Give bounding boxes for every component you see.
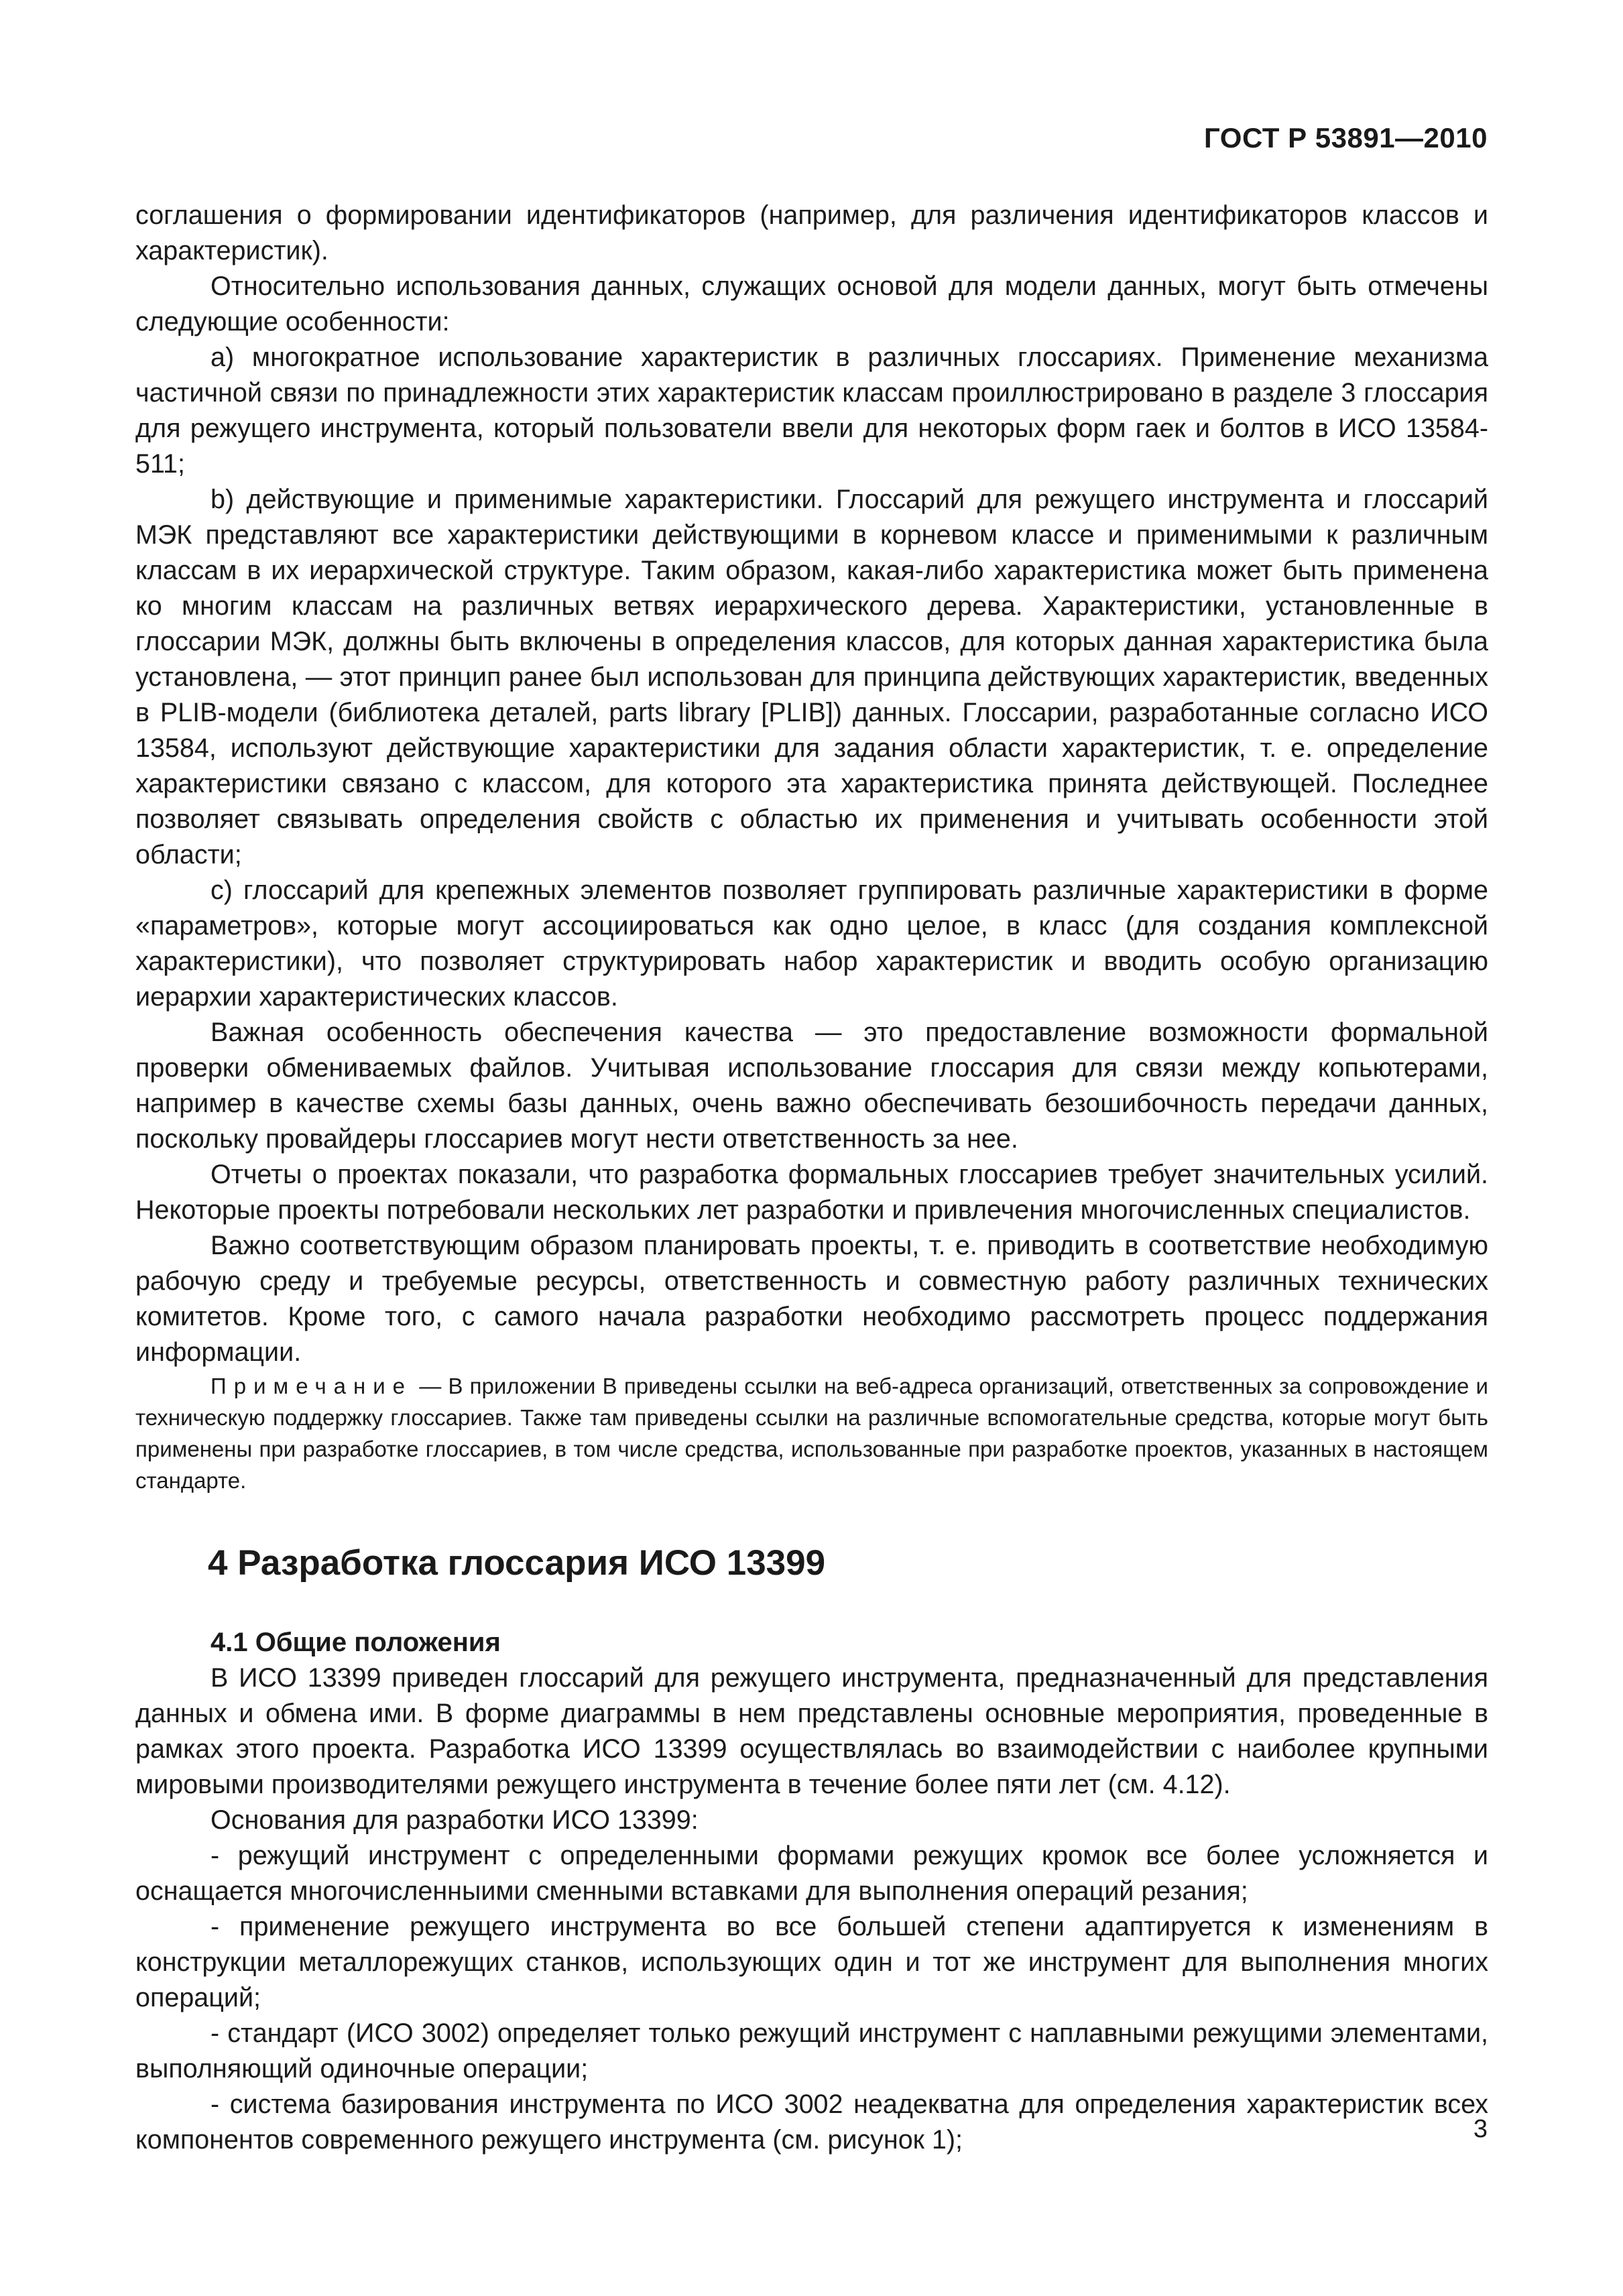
paragraph: Важно соответствующим образом планировать проекты, т. е. приводить в соответствие необходимую рабочую среду и требуемые ресурсы, ответственность и совместную работу различных технических комитетов. Кроме того, с самого начала разработки необходимо рассмотреть процесс поддержания информации. bbox=[135, 1231, 1488, 1367]
paragraph: Относительно использования данных, служащих основой для модели данных, могут быть отмечены следующие особенности: bbox=[135, 271, 1488, 337]
note-text: — В приложении В приведены ссылки на веб-адреса организаций, ответственных за сопровождение и техническую поддержку глоссариев. Также там приведены ссылки на различные вспомогательные средства, которые могут быть применены при разработке глоссариев, в том числе средства, использованные при разработке проектов, указанных в настоящем стандарте. bbox=[135, 1374, 1488, 1493]
paragraph: соглашения о формировании идентификаторов (например, для различения идентификаторов классов и характеристик). bbox=[135, 200, 1488, 265]
list-item: - режущий инструмент с определенными формами режущих кромок все более усложняется и оснащается многочисленныими сменными вставками для выполнения операций резания; bbox=[135, 1841, 1488, 1906]
paragraph: Важная особенность обеспечения качества — это предоставление возможности формальной проверки обмениваемых файлов. Учитывая использование глоссария для связи между копьютерами, например в качестве схемы базы данных, очень важно обеспечивать безошибочность передачи данных, поскольку провайдеры глоссариев могут нести ответственность за нее. bbox=[135, 1018, 1488, 1154]
subsection-heading: 4.1 Общие положения bbox=[211, 1628, 501, 1657]
note bbox=[135, 1370, 1488, 1496]
note-label: Примечание bbox=[211, 1374, 413, 1398]
list-item-c: c) глоссарий для крепежных элементов позволяет группировать различные характеристики в форме «параметров», которые могут ассоциироваться как одно целое, в класс (для создания комплексной характеристики), что позволяет структурировать набор характеристик и вводить особую организацию иерархии характеристических классов. bbox=[135, 875, 1488, 1012]
page-body bbox=[135, 198, 1488, 2158]
paragraph: Основания для разработки ИСО 13399: bbox=[211, 1805, 699, 1835]
page-number: 3 bbox=[1473, 2115, 1488, 2143]
paragraph: В ИСО 13399 приведен глоссарий для режущего инструмента, предназначенный для представления данных и обмена ими. В форме диаграммы в нем представлены основные мероприятия, проведенные в рамках этого проекта. Разработка ИСО 13399 осуществлялась во взаимодействии с наиболее крупными мировыми производителями режущего инструмента в течение более пяти лет (см. 4.12). bbox=[135, 1663, 1488, 1799]
section-heading: 4 Разработка глоссария ИСО 13399 bbox=[208, 1543, 826, 1583]
list-item: - система базирования инструмента по ИСО 3002 неадекватна для определения характеристик всех компонентов современного режущего инструмента (см. рисунок 1); bbox=[135, 2090, 1488, 2155]
list-item: - применение режущего инструмента во все большей степени адаптируется к изменениям в конструкции металлорежущих станков, использующих один и тот же инструмент для выполнения многих операций; bbox=[135, 1912, 1488, 2012]
document-code-header: ГОСТ Р 53891—2010 bbox=[1204, 122, 1488, 154]
list-item-b: b) действующие и применимые характеристики. Глоссарий для режущего инструмента и глоссарий МЭК представляют все характеристики действующими в корневом классе и применимыми к различным классам в их иерархической структуре. Таким образом, какая-либо характеристика может быть применена ко многим классам на различных ветвях иерархического дерева. Характеристики, установленные в глоссарии МЭК, должны быть включены в определения классов, для которых данная характеристика была установлена, — этот принцип ранее был использован для принципа действующих характеристик, введенных в PLIB-модели (библиотека деталей, parts library [PLIB]) данных. Глоссарии, разработанные согласно ИСО 13584, используют действующие характеристики для задания области характеристик, т. е. определение характеристики связано с классом, для которого эта характеристика принята действующей. Последнее позволяет связывать определения свойств с областью их применения и учитывать особенности этой области; bbox=[135, 485, 1488, 869]
list-item: - стандарт (ИСО 3002) определяет только режущий инструмент с наплавными режущими элементами, выполняющий одиночные операции; bbox=[135, 2018, 1488, 2083]
list-item-a: a) многократное использование характеристик в различных глоссариях. Применение механизма частичной связи по принадлежности этих характеристик классам проиллюстрировано в разделе 3 глоссария для режущего инструмента, который пользователи ввели для некоторых форм гаек и болтов в ИСО 13584-511; bbox=[135, 343, 1488, 479]
paragraph: Отчеты о проектах показали, что разработка формальных глоссариев требует значительных усилий. Некоторые проекты потребовали нескольких лет разработки и привлечения многочисленных специалистов. bbox=[135, 1160, 1488, 1225]
